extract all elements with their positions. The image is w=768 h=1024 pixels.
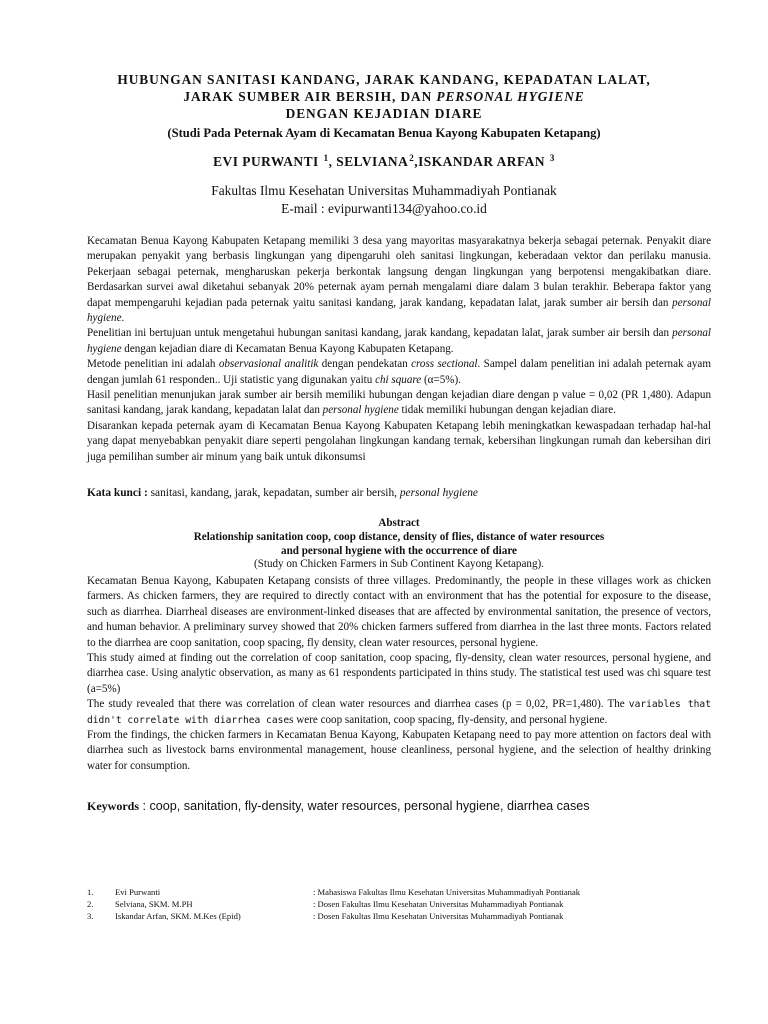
abstrak-text: . Sampel dalam penelitian ini adalah peternak ayam dengan jumlah 61 responden.. Uji statistic yang digunakan yaitu: [87, 358, 711, 386]
abstrak-indonesian: [87, 234, 711, 465]
abstrak-text: (α=5%).: [421, 373, 461, 386]
footnote-name: Selviana, SKM. M.PH: [115, 899, 193, 910]
title-line-2-italic: PERSONAL HYGIENE: [436, 89, 585, 104]
author-footnotes: [87, 886, 711, 923]
abstract-header: [87, 517, 711, 572]
footnote-name: Iskandar Arfan, SKM. M.Kes (Epid): [115, 911, 241, 922]
author-2-mark: 2: [409, 153, 415, 163]
kata-kunci-italic: personal hygiene: [399, 487, 478, 499]
footnote-row: [87, 910, 711, 922]
abstract-text: The study revealed that there was correlation of clean water resources and diarrhea cases (p = 0,02, PR=1,480). The: [87, 698, 629, 711]
abstrak-text: dengan kejadian diare di Kecamatan Benua Kayong Kabupaten Ketapang.: [121, 342, 454, 355]
abstract-text: s were coop sanitation, coop spacing, fly-density, and personal hygiene.: [289, 713, 608, 726]
author-3: ,ISKANDAR ARFAN: [414, 154, 549, 169]
kata-kunci: [87, 487, 711, 499]
footnote-desc: : Dosen Fakultas Ilmu Kesehatan Universitas Muhammadiyah Pontianak: [313, 911, 564, 922]
author-1: EVI PURWANTI: [213, 154, 323, 169]
title-line-2: [60, 88, 708, 105]
footnote-number: 3.: [87, 911, 94, 922]
faculty: Fakultas Ilmu Kesehatan Universitas Muhammadiyah Pontianak: [211, 183, 557, 198]
footnote-number: 2.: [87, 899, 94, 910]
abstract-english: [87, 574, 711, 774]
author-1-mark: 1: [323, 153, 329, 163]
footnote-row: [87, 886, 711, 898]
title-line-3: DENGAN KEJADIAN DIARE: [285, 106, 483, 121]
abstract-study-line: (Study on Chicken Farmers in Sub Continent Kayong Ketapang).: [254, 558, 544, 571]
abstrak-text: Metode penelitian ini adalah: [87, 358, 219, 371]
abstract-paragraph: [87, 697, 711, 728]
keywords-label: Keywords: [87, 799, 139, 813]
footnote-number: 1.: [87, 887, 94, 897]
keywords-text: coop, sanitation, fly-density, water resources, personal hygiene, diarrhea cases: [149, 799, 590, 813]
email: E-mail : evipurwanti134@yahoo.co.id: [281, 201, 487, 216]
title-line-1: HUBUNGAN SANITASI KANDANG, JARAK KANDANG, KEPADATAN LALAT,: [117, 72, 651, 87]
kata-kunci-label: Kata kunci :: [87, 487, 151, 499]
abstract-paragraph: From the findings, the chicken farmers in Kecamatan Benua Kayong, Kabupaten Ketapang need to pay more attention on factors deal with diarrhea such as livestock barns environmental management, house cleanliness, personal hygiene, and the selection of healthy drinking water for consumption.: [87, 729, 711, 772]
abstract-title-line-1: Relationship sanitation coop, coop distance, density of flies, distance of water resources: [193, 530, 605, 543]
affiliation: [60, 182, 708, 218]
footnote-row: [87, 898, 711, 910]
keywords: [87, 798, 711, 814]
abstrak-text: dengan pendekatan: [318, 358, 412, 371]
author-3-mark: 3: [549, 153, 555, 163]
abstrak-paragraph: [87, 234, 711, 326]
abstrak-text: Kecamatan Benua Kayong Kabupaten Ketapang memiliki 3 desa yang mayoritas masyarakatnya bekerja sebagai peternak. Penyakit diare merupakan penyakit yang berbasis lingkungan yang dipengaruhi oleh sanitasi lingkungan, keberadaan vektor dan perilaku manusia. Pekerjaan sebagai peternak, mengharuskan pekerja berkontak langsung dengan lingkungan yang berpotensi mengakibatkan diare. Berdasarkan survei awal diketahui sebanyak 20% peternak ayam pernah mengalami diare dalam 3 bulan terakhir. Beberapa faktor yang dapat mempengaruhi kejadian pada peternak yaitu sanitasi kandang, jarak kandang, kepadatan lalat, jarak sumber air bersih dan: [87, 235, 711, 309]
paper-title: [60, 71, 708, 122]
abstrak-italic: observasional analitik: [218, 358, 319, 371]
footnote-name: Evi Purwanti: [115, 887, 161, 897]
footnote-desc: : Dosen Fakultas Ilmu Kesehatan Universitas Muhammadiyah Pontianak: [313, 899, 564, 910]
footnote-desc: : Mahasiswa Fakultas Ilmu Kesehatan Universitas Muhammadiyah Pontianak: [313, 887, 581, 897]
abstrak-italic: chi square: [375, 373, 422, 386]
abstract-mono-text: variables that didn't correlate with diarrhea case: [87, 699, 711, 726]
abstrak-paragraph: [87, 388, 711, 419]
abstrak-text: .: [121, 312, 125, 325]
abstract-paragraph: Kecamatan Benua Kayong, Kabupaten Ketapang consists of three villages. Predominantly, the people in these villages work as chicken farmers. As chicken farmers, they are required to directly contact with an environment that has the potential for exposure to the disease, such as diarrhea. Diarrheal diseases are environment-linked diseases that are affected by environmental sanitation, the presence of vectors, and human behavior. A preliminary survey showed that 20% chicken farmers suffered from diarrhea in the last three monts. Factors related to the diarrhea are coop sanitation, coop spacing, fly density, clean water resources, personal hygiene.: [87, 575, 711, 649]
abstrak-italic: cross sectional: [411, 358, 478, 371]
author-2: , SELVIANA: [328, 154, 409, 169]
abstrak-paragraph: [87, 326, 711, 357]
abstrak-italic: personal hygiene: [87, 296, 711, 325]
abstrak-italic: personal hygiene: [87, 327, 711, 355]
abstract-heading: Abstract: [378, 517, 420, 529]
paper-subtitle: (Studi Pada Peternak Ayam di Kecamatan Benua Kayong Kabupaten Ketapang): [167, 126, 601, 140]
abstract-title-line-2: and personal hygiene with the occurrence of diare: [281, 544, 517, 557]
abstrak-paragraph: [87, 357, 711, 388]
title-line-2-text: JARAK SUMBER AIR BERSIH, DAN: [183, 89, 437, 104]
keywords-sep: :: [139, 799, 150, 813]
kata-kunci-text: sanitasi, kandang, jarak, kepadatan, sumber air bersih,: [150, 487, 400, 499]
abstrak-text: tidak memiliki hubungan dengan kejadian diare.: [398, 404, 616, 417]
abstract-paragraph: This study aimed at finding out the correlation of coop sanitation, coop spacing, fly-density, clean water resources, personal hygiene, and diarrhea case. Using analytic observation, as many as 61 respondents participated in thins study. The statistical test used was chi square test (a=5%): [87, 652, 711, 695]
abstrak-italic: personal hygiene: [322, 404, 399, 417]
author-list: [60, 153, 708, 170]
abstrak-text: Penelitian ini bertujuan untuk mengetahui hubungan sanitasi kandang, jarak kandang, kepadatan lalat, jarak sumber air bersih dan: [87, 327, 673, 340]
abstrak-text: Hasil penelitian menunjukan jarak sumber air bersih memiliki hubungan dengan kejadian diare dengan p value = 0,02 (PR 1,480). Adapun sanitasi kandang, jarak kandang, kepadatan lalat dan: [87, 389, 711, 417]
abstrak-paragraph: Disarankan kepada peternak ayam di Kecamatan Benua Kayong Kabupaten Ketapang lebih meningkatkan kewaspadaan terhadap hal-hal yang dapat menyebabkan penyakit diare seperti pengolahan lingkungan kandang ternak, kebersihan lingkungan rumah dan kebersihan diri juga pemilihan sumber air minum yang baik untuk dikonsumsi: [87, 419, 711, 463]
